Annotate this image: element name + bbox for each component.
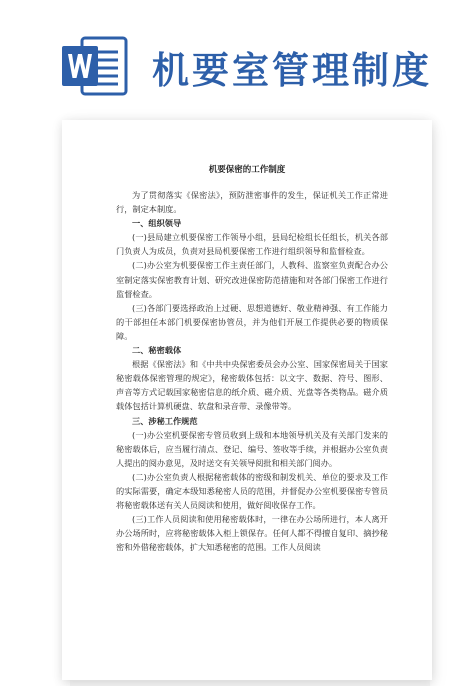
paragraph: (一)县局建立机要保密工作领导小组，县局纪检组长任组长，机关各部门负责人为成员，负责对县局机要保密工作进行组织领导和监督检查。	[116, 232, 388, 257]
page-title: 机要室管理制度	[152, 48, 432, 92]
section-heading: 二、秘密载体	[132, 345, 182, 356]
section-heading: 三、涉秘工作规范	[132, 415, 198, 426]
paragraph: (二)办公室为机要保密工作主责任部门，人教科、监察室负责配合办公室制定落实保密教育计划、研究改进保密防范措施和对各部门保密工作进行监督检查。	[116, 260, 388, 299]
paragraph: (二)办公室负责人根据秘密载体的密级和制发机关、单位的要求及工作的实际需要，确定本级知悉秘密人员的范围，并督促办公室机要保密专管员将秘密载体送有关人员阅读和使用，做好阅收保存工作。	[116, 471, 388, 511]
section-heading: 一、组织领导	[132, 218, 182, 229]
document-title: 机要保密的工作制度	[208, 165, 286, 175]
document-page	[62, 120, 432, 680]
paragraph: 为了贯彻落实《保密法》，预防泄密事件的发生，保证机关工作正常进行，制定本制度。	[116, 190, 388, 215]
paragraph: 根据《保密法》和《中共中央保密委员会办公室、国家保密局关于国家秘密载体保密管理的规定》，秘密载体包括：以文字、数据、符号、图形、声音等方式记载国家秘密信息的纸介质、磁介质、光盘等各类物品。磁介质载体包括计算机硬盘、软盘和录音带、录像带等。	[116, 359, 388, 412]
document-body	[116, 188, 388, 554]
paragraph: (三)各部门要选择政治上过硬、思想道德好、敬业精神强、有工作能力的干部担任本部门机要保密协管员，并为他们开展工作提供必要的物质保障。	[116, 302, 388, 341]
header-banner	[0, 0, 474, 112]
word-document-icon	[60, 34, 128, 98]
paragraph: (三)工作人员阅读和使用秘密载体时，一律在办公场所进行，本人离开办公场所时，应将秘密载体入柜上锁保存。任何人都不得擅自复印、摘抄秘密和外借秘密载体，扩大知悉秘密的范围。工作人员阅读	[116, 514, 388, 553]
paragraph: (一)办公室机要保密专管员收到上级和本地领导机关及有关部门发来的秘密载体后，应当履行清点、登记、编号、签收等手续，并根据办公室负责人提出的阅办意见，及时送交有关领导阅批和相关部门阅办。	[116, 429, 388, 468]
